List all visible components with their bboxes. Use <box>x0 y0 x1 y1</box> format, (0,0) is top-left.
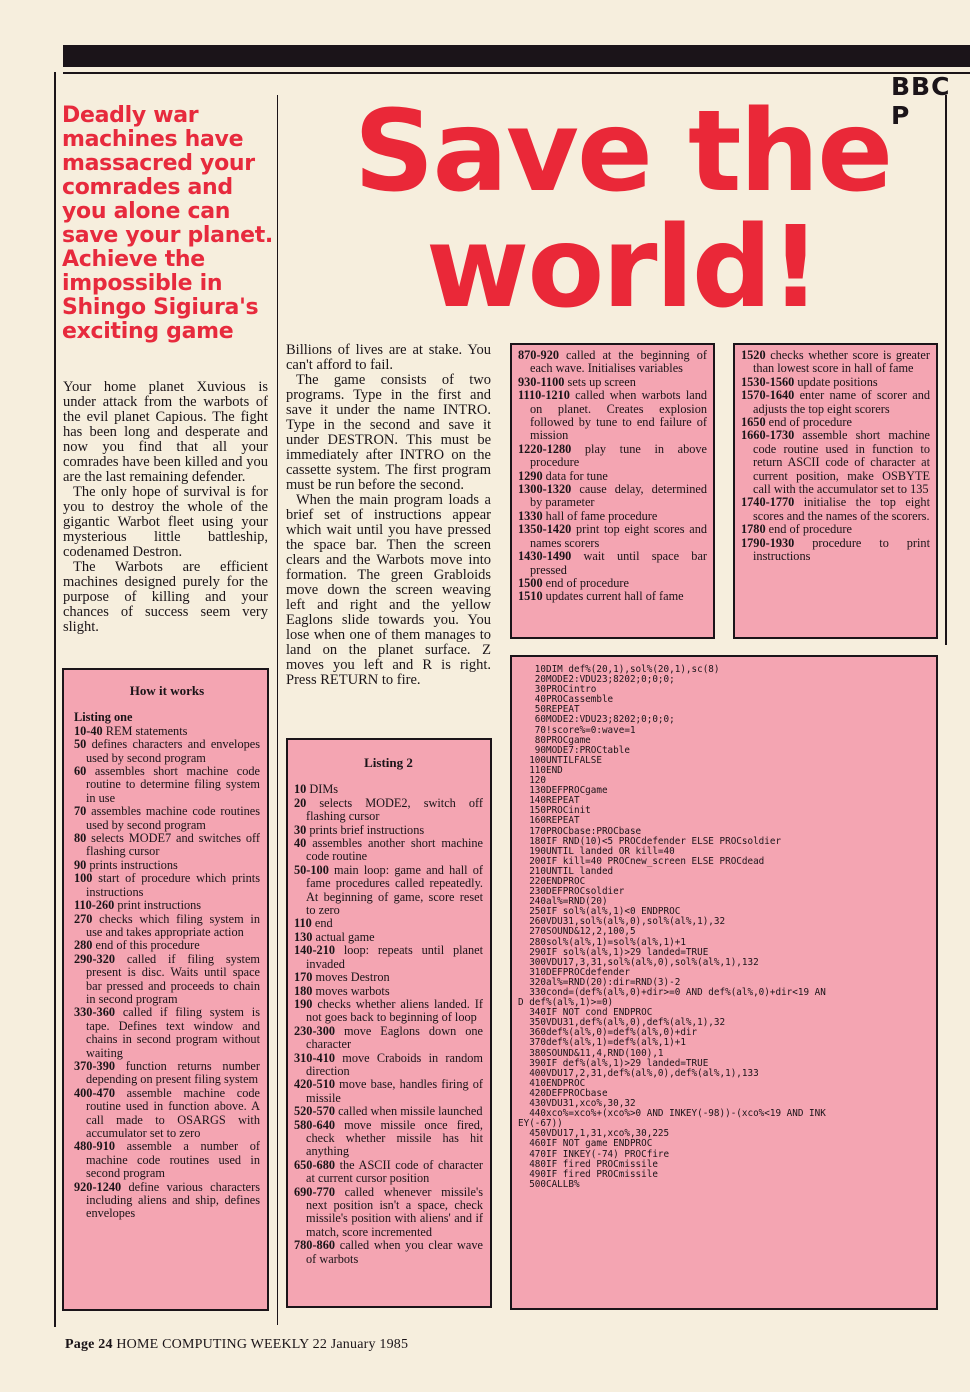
code-line: 10DIM def%(20,1),sol%(20,1),sc(8) <box>518 664 720 675</box>
line-note <box>294 864 483 918</box>
code-line: 380SOUND&11,4,RND(100),1 <box>518 1047 664 1059</box>
line-note <box>74 913 260 940</box>
line-ref: 70 <box>74 804 87 819</box>
line-ref: 10-40 <box>74 723 103 738</box>
line-notes-list-a <box>518 349 707 604</box>
line-ref: 400-470 <box>74 1085 115 1100</box>
line-note <box>518 523 707 550</box>
line-description: define various characters including aliens and ship, defines envelopes <box>86 1179 260 1221</box>
line-ref: 80 <box>74 831 87 846</box>
line-ref: 10 <box>294 782 307 797</box>
line-description: move missile once fired, check whether missile has hit anything <box>306 1117 483 1159</box>
program-listing-box <box>510 655 938 1310</box>
code-line: 220ENDPROC <box>518 875 586 887</box>
line-ref: 330-360 <box>74 1005 115 1020</box>
line-ref: 130 <box>294 929 313 944</box>
line-ref: 270 <box>74 911 93 926</box>
line-ref: 1790-1930 <box>741 535 795 550</box>
line-description: hall of fame procedure <box>542 508 658 523</box>
line-ref: 780-860 <box>294 1238 335 1253</box>
line-note <box>518 349 707 376</box>
line-note <box>741 376 930 389</box>
line-description: updates current hall of fame <box>542 589 684 604</box>
code-line: 200IF kill=40 PROCnew_screen ELSE PROCdead <box>518 855 765 867</box>
line-notes-box-b <box>733 343 938 639</box>
line-ref: 290-320 <box>74 951 115 966</box>
line-note <box>74 1140 260 1180</box>
line-ref: 1330 <box>518 508 543 523</box>
line-note <box>741 416 930 429</box>
line-ref: 100 <box>74 871 93 886</box>
line-description: loop: repeats until planet invaded <box>306 943 483 971</box>
line-description: move Craboids in random direction <box>306 1050 483 1078</box>
line-note <box>294 917 483 930</box>
line-ref: 1220-1280 <box>518 441 572 456</box>
code-line: 120 <box>518 775 546 787</box>
article-title: Save the world! <box>353 87 892 333</box>
line-description: assemble a number of machine code routines used in second program <box>86 1139 260 1181</box>
line-description: checks whether score is greater than lowest score in hall of fame <box>753 348 930 376</box>
code-line: 20MODE2:VDU23;8202;0;0;0; <box>518 674 675 686</box>
line-note <box>294 783 483 796</box>
line-note <box>294 985 483 998</box>
code-line: 310DEFPROCdefender <box>518 966 630 978</box>
line-description: defines characters and envelopes used by second program <box>86 737 260 765</box>
line-ref: 870-920 <box>518 348 559 362</box>
line-description: end of procedure <box>765 415 852 430</box>
line-description: called whenever missile's next position isn't a space, check missile's position with aliens' and if match, score incremented <box>306 1184 483 1239</box>
listing-2-title: Listing 2 <box>364 755 413 770</box>
code-line: 110END <box>518 764 563 776</box>
line-description: prints brief instructions <box>306 822 425 837</box>
line-ref: 1300-1320 <box>518 482 572 497</box>
body-paragraph: The only hope of survival is for you to destroy the whole of the gigantic Warbot fleet using your mysterious little battleship, codenamed Destron. <box>63 484 268 560</box>
right-rule <box>945 95 947 645</box>
code-line: 400VDU17,2,31,def%(al%,0),def%(al%,1),133 <box>518 1067 759 1079</box>
top-rule <box>63 72 970 74</box>
line-note <box>74 765 260 805</box>
line-ref: 110-260 <box>74 898 115 913</box>
code-line: 170PROCbase:PROCbase <box>518 825 642 837</box>
code-line: 410ENDPROC <box>518 1077 586 1089</box>
code-line: 180IF RND(10)<5 PROCdefender ELSE PROCsoldier <box>518 835 782 847</box>
line-description: called when you clear wave of warbots <box>306 1238 483 1266</box>
line-description: end of procedure <box>765 522 852 537</box>
line-note <box>294 824 483 837</box>
code-line: 350VDU31,def%(al%,0),def%(al%,1),32 <box>518 1017 726 1029</box>
listing-2-box <box>286 738 492 1308</box>
code-line: 360def%(al%,0)=def%(al%,0)+dir <box>518 1027 698 1039</box>
line-ref: 50-100 <box>294 862 329 877</box>
line-ref: 580-640 <box>294 1117 335 1132</box>
code-line: 440xco%=xco%+(xco%>0 AND INKEY(-98))-(xco%<19 AND INK <box>518 1108 826 1120</box>
code-line: D def%(al%,1)>=0) <box>518 997 614 1009</box>
line-note <box>294 998 483 1025</box>
line-note <box>518 483 707 510</box>
line-notes-box-a <box>510 343 715 639</box>
line-description: initialise the top eight scores and the names of the scorers. <box>753 495 930 523</box>
line-note <box>74 805 260 832</box>
code-line: 70!score%=0:wave=1 <box>518 724 636 736</box>
line-note <box>518 470 707 483</box>
line-description: end of this procedure <box>92 938 200 953</box>
line-description: checks whether aliens landed. If not goes back to beginning of loop <box>306 996 483 1025</box>
line-description: start of procedure which prints instructions <box>86 871 260 899</box>
code-line: 160REPEAT <box>518 815 580 827</box>
code-line: 150PROCinit <box>518 805 591 817</box>
line-description: moves warbots <box>312 983 390 998</box>
line-note <box>294 1105 483 1118</box>
body-paragraph: The Warbots are efficient machines designed purely for the purpose of killing and your chances of success seem very slight. <box>63 559 268 635</box>
code-line: 60MODE2:VDU23;8202;0;0;0; <box>518 714 675 726</box>
line-description: moves Destron <box>312 970 390 985</box>
line-description: data for tune <box>542 468 608 483</box>
line-note <box>74 1181 260 1221</box>
line-notes-list-b <box>741 349 930 564</box>
code-line: 80PROCgame <box>518 734 591 746</box>
column-2-text <box>286 343 491 688</box>
program-listing <box>518 665 930 1190</box>
line-note <box>74 738 260 765</box>
code-line: 300VDU17,3,31,sol%(al%,0),sol%(al%,1),132 <box>518 956 759 968</box>
line-description: prints instructions <box>86 857 178 872</box>
line-description: procedure to print instructions <box>753 535 930 564</box>
line-description: cause delay, determined by parameter <box>530 482 707 510</box>
code-line: 500CALLB% <box>518 1178 580 1190</box>
line-description: checks which filing system in use and takes appropriate action <box>86 911 260 939</box>
line-ref: 170 <box>294 970 313 985</box>
line-note <box>294 1159 483 1186</box>
line-description: assemble short machine code routine used in function to return ASCII code of character at current position, make OSBYTE call with the accumulator set to 135 <box>753 428 930 497</box>
code-line: 340IF NOT cond ENDPROC <box>518 1007 653 1019</box>
line-note <box>74 859 260 872</box>
line-description: REM statements <box>102 723 188 738</box>
code-line: 230DEFPROCsoldier <box>518 886 625 898</box>
line-ref: 1430-1490 <box>518 549 572 564</box>
line-ref: 1350-1420 <box>518 522 572 537</box>
listing-2-list <box>294 783 483 1266</box>
line-ref: 480-910 <box>74 1139 115 1154</box>
line-note <box>74 725 260 738</box>
code-line: 490IF fired PROCmissile <box>518 1168 658 1180</box>
code-line: 420DEFPROCbase <box>518 1087 608 1099</box>
line-note <box>294 1119 483 1159</box>
line-ref: 110 <box>294 916 312 931</box>
line-description: end <box>311 916 333 931</box>
code-line: 40PROCassemble <box>518 694 614 706</box>
line-ref: 60 <box>74 764 87 779</box>
page-footer <box>65 1337 408 1353</box>
listing-one-subhead: Listing one <box>74 710 133 725</box>
code-line: 280sol%(al%,1)=sol%(al%,1)+1 <box>518 936 686 948</box>
line-note <box>294 797 483 824</box>
line-description: end of procedure <box>542 575 629 590</box>
line-description: function returns number depending on present filing system <box>86 1058 260 1087</box>
line-description: selects MODE7 and switches off flashing cursor <box>86 831 260 859</box>
code-line: 450VDU17,1,31,xco%,30,225 <box>518 1128 670 1140</box>
line-note <box>518 577 707 590</box>
line-ref: 650-680 <box>294 1157 335 1172</box>
line-ref: 140-210 <box>294 943 335 958</box>
line-ref: 190 <box>294 996 313 1011</box>
line-note <box>741 429 930 496</box>
line-note <box>518 376 707 389</box>
line-description: assemble machine code routine used in function above. A call made to OSARGS with accumulator set to zero <box>86 1085 260 1140</box>
line-note <box>74 899 260 912</box>
line-note <box>294 971 483 984</box>
line-note <box>518 510 707 523</box>
section-tag: BBC P <box>891 72 951 130</box>
line-note <box>518 590 707 603</box>
line-ref: 20 <box>294 795 307 810</box>
line-ref: 690-770 <box>294 1184 335 1199</box>
code-line: 140REPEAT <box>518 795 580 807</box>
line-description: play tune in above procedure <box>530 441 707 470</box>
code-line: 290IF sol%(al%,1)>29 landed=TRUE <box>518 946 709 958</box>
line-description: move base, handles firing of missile <box>306 1077 483 1105</box>
line-description: actual game <box>312 929 375 944</box>
line-description: called if filing system is tape. Defines text window and chains in second program without waiting <box>86 1005 260 1060</box>
code-line: 240al%=RND(20) <box>518 896 608 908</box>
line-note <box>74 953 260 1007</box>
line-note <box>294 837 483 864</box>
line-description: assembles another short machine code routine <box>306 836 483 864</box>
line-note <box>294 1025 483 1052</box>
line-description: called when missile launched <box>335 1104 483 1119</box>
line-ref: 30 <box>294 822 307 837</box>
code-line: 50REPEAT <box>518 704 580 716</box>
code-line: 430VDU31,xco%,30,32 <box>518 1098 636 1110</box>
code-line: 190UNTIL landed OR kill=40 <box>518 845 675 857</box>
line-ref: 1290 <box>518 468 543 483</box>
line-description: update positions <box>794 374 878 389</box>
body-paragraph: Billions of lives are at stake. You can't afford to fail. <box>286 342 491 373</box>
line-ref: 230-300 <box>294 1023 335 1038</box>
body-paragraph: When the main program loads a brief set of instructions appear which wait until you have pressed the space bar. Then the screen clears and the Warbots move into formation. The green Grabloids move down the screen weaving left and right and the yellow Eaglons slide towards you. You lose when one of them manages to land on the planet surface. Z moves you left and R is right. Press RETURN to fire. <box>286 492 491 688</box>
code-line: 320al%=RND(20):dir=RND(3)-2 <box>518 976 681 988</box>
code-line: 470IF INKEY(-74) PROCfire <box>518 1148 670 1160</box>
line-description: sets up screen <box>564 374 636 389</box>
line-description: called when warbots land on planet. Creates explosion followed by tune to end failure of mission <box>530 388 707 443</box>
line-ref: 1660-1730 <box>741 428 795 443</box>
line-note <box>294 944 483 971</box>
line-note <box>294 1186 483 1240</box>
line-description: main loop: game and hall of fame procedures called repeatedly. At beginning of game, score reset to zero <box>306 862 483 918</box>
code-line: 460IF NOT game ENDPROC <box>518 1138 653 1150</box>
line-ref: 90 <box>74 857 87 872</box>
page-number: Page 24 <box>65 1337 113 1352</box>
line-description: wait until space bar pressed <box>530 549 707 577</box>
code-line: 250IF sol%(al%,1)<0 ENDPROC <box>518 906 681 918</box>
line-note <box>294 1239 483 1266</box>
line-ref: 1780 <box>741 522 766 537</box>
column-separator <box>277 95 278 1325</box>
publication-line: HOME COMPUTING WEEKLY 22 January 1985 <box>116 1337 409 1352</box>
line-ref: 1570-1640 <box>741 388 795 403</box>
line-note <box>294 1052 483 1079</box>
line-note <box>518 389 707 443</box>
line-ref: 50 <box>74 737 87 752</box>
line-note <box>74 939 260 952</box>
line-note <box>74 1060 260 1087</box>
line-ref: 1530-1560 <box>741 374 795 389</box>
line-note <box>741 349 930 376</box>
line-ref: 370-390 <box>74 1058 115 1073</box>
body-paragraph: Your home planet Xuvious is under attack from the warbots of the evil planet Capious. The fight has been long and desperate and now you find that all your comrades have been killed and you are the last remaining defender. <box>63 379 268 485</box>
code-line: 270SOUND&12,2,100,5 <box>518 926 636 938</box>
column-1-text <box>63 380 268 635</box>
line-description: enter name of scorer and adjusts the top eight scorers <box>753 388 930 416</box>
line-note <box>294 931 483 944</box>
line-note <box>518 443 707 470</box>
code-line: 330cond=(def%(al%,0)+dir>=0 AND def%(al%,0)+dir<19 AN <box>518 987 826 998</box>
code-line: 90MODE7:PROCtable <box>518 744 630 756</box>
line-ref: 310-410 <box>294 1050 335 1065</box>
line-description: move Eaglons down one character <box>306 1023 483 1052</box>
line-note <box>74 1006 260 1060</box>
line-ref: 1520 <box>741 348 766 362</box>
code-line: 390IF def%(al%,1)>29 landed=TRUE <box>518 1057 709 1069</box>
line-description: assembles machine code routines used by second program <box>86 804 260 832</box>
line-note <box>518 550 707 577</box>
top-black-bar <box>63 45 970 67</box>
line-description: assembles short machine code routine to determine filing system in use <box>86 764 260 805</box>
code-line: 370def%(al%,1)=def%(al%,1)+1 <box>518 1037 686 1049</box>
line-description: print top eight scores and names scorers <box>530 522 707 550</box>
code-line: 130DEFPROCgame <box>518 785 608 797</box>
line-description: selects MODE2, switch off flashing cursor <box>306 795 483 824</box>
line-note <box>741 537 930 564</box>
line-note <box>74 832 260 859</box>
code-line: 260VDU31,sol%(al%,0),sol%(al%,1),32 <box>518 916 726 928</box>
line-note <box>294 1078 483 1105</box>
how-it-works-box <box>62 668 269 1311</box>
line-description: print instructions <box>114 898 202 913</box>
line-description: the ASCII code of character at current cursor position <box>306 1157 483 1186</box>
code-line: 210UNTIL landed <box>518 865 614 877</box>
line-ref: 280 <box>74 938 93 953</box>
line-note <box>741 496 930 523</box>
line-ref: 520-570 <box>294 1104 335 1119</box>
line-ref: 40 <box>294 836 307 851</box>
line-ref: 1110-1210 <box>518 388 570 403</box>
line-ref: 420-510 <box>294 1077 335 1092</box>
code-line: 480IF fired PROCmissile <box>518 1158 658 1170</box>
code-line: EY(-67)) <box>518 1118 563 1130</box>
line-ref: 920-1240 <box>74 1179 122 1194</box>
code-line: 30PROCintro <box>518 684 597 696</box>
line-note <box>741 389 930 416</box>
line-ref: 1650 <box>741 415 766 430</box>
line-ref: 180 <box>294 983 313 998</box>
intro-headline: Deadly war machines have massacred your comrades and you alone can save your planet. Achieve the impossible in Shingo Sigiura's exciting game <box>62 103 273 344</box>
line-note <box>74 872 260 899</box>
line-ref: 1740-1770 <box>741 495 795 510</box>
line-ref: 1510 <box>518 589 543 604</box>
line-note <box>741 523 930 536</box>
how-it-works-title: How it works <box>129 683 205 698</box>
left-rule <box>54 72 56 1327</box>
body-paragraph: The game consists of two programs. Type in the first and save it under the name INTRO. Type in the second and save it under DESTRON. This must be immediately after INTRO on the cassette system. The first program must be run before the second. <box>286 372 491 493</box>
line-ref: 930-1100 <box>518 374 565 389</box>
line-description: DIMs <box>306 782 339 797</box>
how-it-works-list <box>74 725 260 1221</box>
line-description: called at the beginning of each wave. Initialises variables <box>530 348 707 376</box>
line-ref: 1500 <box>518 575 543 590</box>
line-description: called if filing system present is disc. Waits until space bar pressed and proceeds to chain in second program <box>86 951 260 1006</box>
line-note <box>74 1087 260 1141</box>
code-line: 100UNTILFALSE <box>518 754 602 766</box>
